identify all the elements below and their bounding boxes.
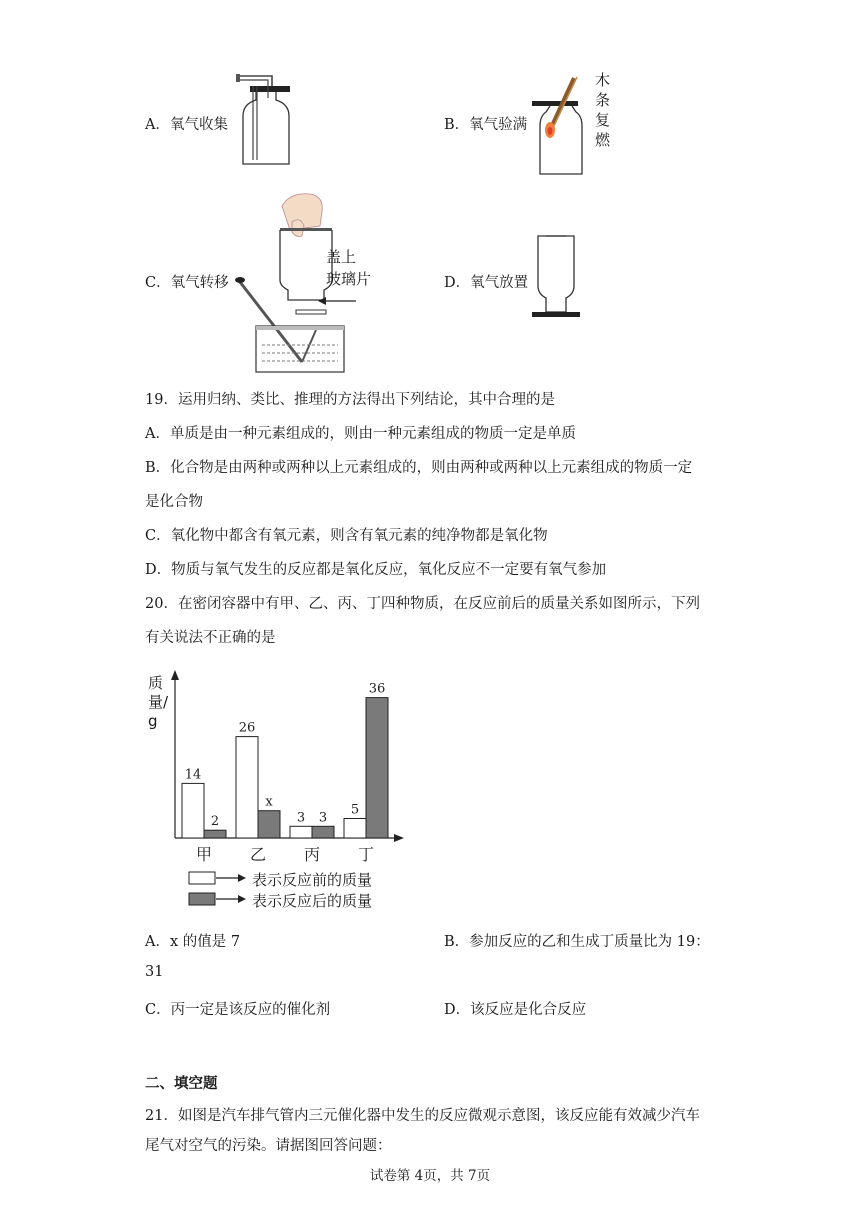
bar-乙-after (258, 811, 280, 838)
option-b-label: B．氧气验满 (444, 117, 528, 133)
q21-stem: 21．如图是汽车排气管内三元催化器中发生的反应微观示意图，该反应能有效减少汽车 (145, 1108, 700, 1124)
bar-丙-before (290, 826, 312, 838)
bar-value-label: x (265, 794, 273, 810)
bar-value-label: 3 (318, 810, 328, 826)
q19-option-a: A．单质是由一种元素组成的，则由一种元素组成的物质一定是单质 (145, 426, 576, 442)
bar-value-label: 5 (350, 802, 360, 818)
c-annotation: 盖上 玻璃片 (326, 248, 372, 288)
gas-collection-figure (230, 70, 300, 170)
q20-option-b-cont: 31 (145, 964, 164, 980)
category-label: 乙 (249, 845, 267, 864)
bar-value-label: 26 (238, 720, 256, 736)
q19-option-b: B．化合物是由两种或两种以上元素组成的，则由两种或两种以上元素组成的物质一定 (145, 460, 693, 476)
bar-value-label: 14 (184, 767, 202, 783)
category-label: 丁 (357, 845, 375, 864)
q20-stem: 20．在密闭容器中有甲、乙、丙、丁四种物质，在反应前后的质量关系如图所示，下列 (145, 596, 700, 612)
gas-placement-figure (530, 232, 590, 322)
bar-丙-after (312, 826, 334, 838)
category-label: 甲 (195, 845, 213, 864)
oxygen-test-figure (530, 68, 590, 178)
q20-option-a: A．x 的值是 7 (145, 934, 241, 950)
bar-value-label: 36 (368, 681, 386, 697)
q19-stem: 19．运用归纳、类比、推理的方法得出下列结论，其中合理的是 (145, 392, 555, 408)
q19-option-c: C．氧化物中都含有氧元素，则含有氧元素的纯净物都是氧化物 (145, 528, 548, 544)
page-footer: 试卷第 4页，共 7页 (369, 1168, 491, 1184)
bar-甲-after (204, 830, 226, 838)
option-a-label: A．氧气收集 (145, 117, 228, 133)
q19-option-b-cont: 是化合物 (145, 494, 203, 510)
bar-丁-after (366, 698, 388, 838)
q20-option-c: C．丙一定是该反应的催化剂 (145, 1002, 331, 1018)
bar-value-label: 2 (210, 814, 220, 830)
section-title: 二、填空题 (145, 1075, 218, 1092)
q20-option-b: B．参加反应的乙和生成丁质量比为 19： (444, 934, 710, 950)
bar-乙-before (236, 737, 258, 838)
legend-before-swatch (188, 870, 248, 886)
legend-before-label: 表示反应前的质量 (252, 871, 373, 889)
option-d-label: D．氧气放置 (444, 275, 529, 291)
category-label: 丙 (303, 845, 321, 864)
option-c-label: C．氧气转移 (145, 275, 229, 291)
q20-stem-cont: 有关说法不正确的是 (145, 630, 276, 646)
arrow-left-icon (318, 296, 358, 306)
bar-甲-before (182, 783, 204, 838)
legend-after-label: 表示反应后的质量 (252, 892, 373, 910)
bar-丁-before (344, 819, 366, 839)
legend-after-swatch (188, 891, 248, 907)
bar-value-label: 3 (296, 810, 306, 826)
q21-stem-cont: 尾气对空气的污染。请据图回答问题： (145, 1138, 392, 1154)
b-annotation: 木 条 复 燃 (595, 71, 611, 149)
q20-option-d: D．该反应是化合反应 (444, 1002, 587, 1018)
y-axis-label: 质量/g (148, 674, 169, 730)
q19-option-d: D．物质与氧气发生的反应都是氧化反应，氧化反应不一定要有氧气参加 (145, 562, 607, 578)
